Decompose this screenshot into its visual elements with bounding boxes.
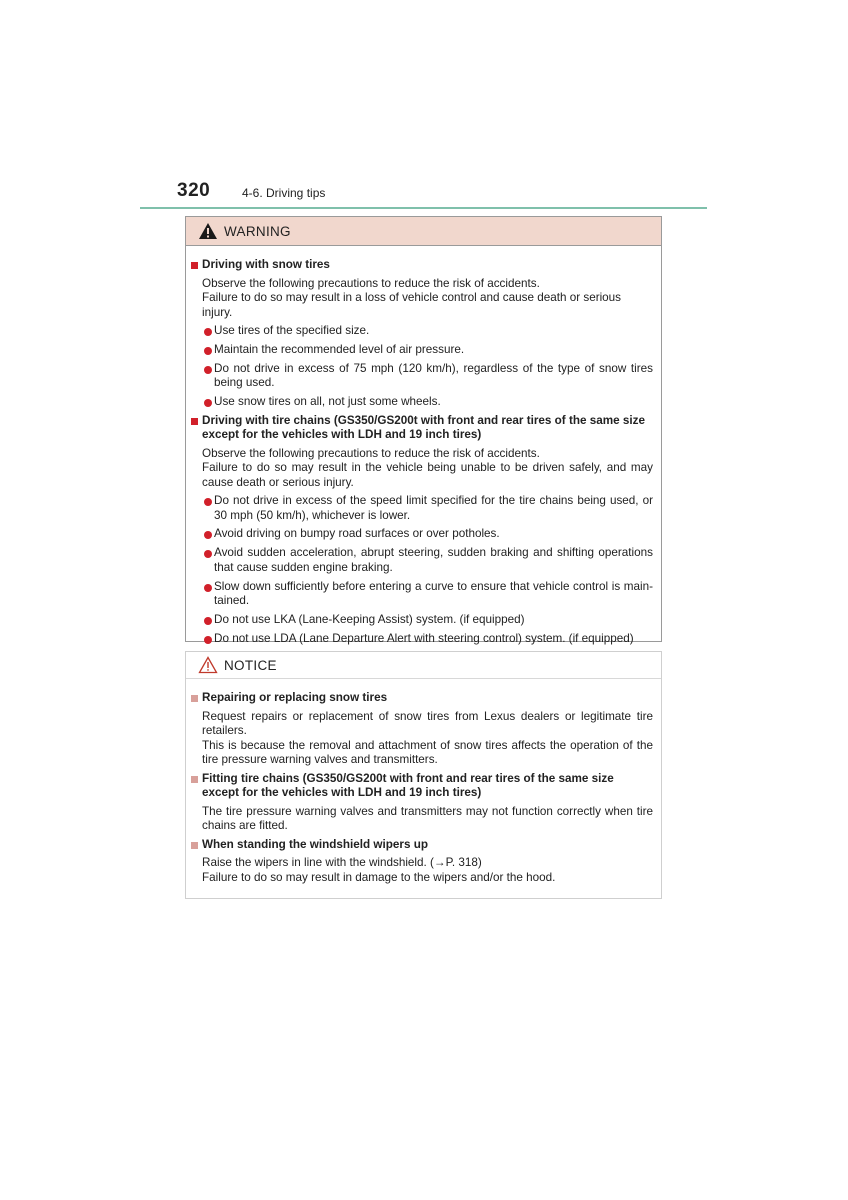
page-header	[177, 180, 707, 206]
warning-box	[185, 216, 662, 645]
bullet-dot-icon	[204, 636, 212, 644]
warning-header	[186, 217, 661, 246]
paragraph: The tire pressure warning valves and transmitters may not function correctly when tire chains are fitted.	[202, 804, 653, 832]
bullet-dot-icon	[204, 399, 212, 407]
heading-square-icon	[191, 262, 198, 269]
bullet-dot-icon	[204, 531, 212, 539]
warning-content	[186, 246, 661, 646]
bullet-item: Use snow tires on all, not just some wheels.	[190, 395, 653, 410]
heading-square-icon	[191, 842, 198, 849]
section-title: 4-6. Driving tips	[242, 186, 326, 200]
warning-title: WARNING	[224, 223, 291, 239]
paragraph: Observe the following precautions to reduce the risk of accidents.	[202, 446, 540, 460]
bullet-item: Avoid driving on bumpy road surfaces or over potholes.	[190, 527, 653, 542]
bullet-dot-icon	[204, 328, 212, 336]
notice-content	[186, 679, 661, 885]
bullet-dot-icon	[204, 366, 212, 374]
bullet-item: Do not use LDA (Lane Departure Alert with steering control) system. (if equipped)	[190, 632, 653, 647]
section-heading: Driving with snow tires	[190, 258, 653, 273]
notice-title: NOTICE	[224, 657, 277, 673]
heading-square-icon	[191, 776, 198, 783]
bullet-item: Slow down sufficiently before entering a curve to ensure that vehicle control is main-tained.	[190, 580, 653, 609]
bullet-dot-icon	[204, 584, 212, 592]
bullet-item: Do not use LKA (Lane-Keeping Assist) system. (if equipped)	[190, 613, 653, 628]
bullet-dot-icon	[204, 617, 212, 625]
page-number: 320	[177, 180, 211, 201]
paragraph: Request repairs or replacement of snow tires from Lexus dealers or legitimate tire retailers.	[202, 709, 653, 737]
heading-square-icon	[191, 695, 198, 702]
section-heading: Driving with tire chains (GS350/GS200t with front and rear tires of the same size except for the vehicles with LDH and 19 inch tires)	[190, 414, 653, 443]
heading-square-icon	[191, 418, 198, 425]
bullet-item: Maintain the recommended level of air pressure.	[190, 343, 653, 358]
paragraph: Failure to do so may result in a loss of vehicle control and cause death or serious injury.	[202, 291, 622, 319]
section-heading: Repairing or replacing snow tires	[190, 691, 653, 706]
bullet-item: Avoid sudden acceleration, abrupt steering, sudden braking and shifting operations that cause sudden engine braking.	[190, 546, 653, 575]
caution-triangle-icon	[198, 656, 218, 674]
notice-box	[185, 651, 662, 899]
paragraph: Raise the wipers in line with the windshield. (→P. 318)	[202, 856, 482, 869]
section-heading: When standing the windshield wipers up	[190, 838, 653, 853]
section-heading: Fitting tire chains (GS350/GS200t with front and rear tires of the same size except for the vehicles with LDH and 19 inch tires)	[190, 772, 653, 801]
notice-header	[186, 652, 661, 679]
paragraph: Failure to do so may result in the vehicle being unable to be driven safely, and may cause death or serious injury.	[202, 461, 653, 489]
bullet-dot-icon	[204, 498, 212, 506]
bullet-dot-icon	[204, 550, 212, 558]
paragraph: Observe the following precautions to reduce the risk of accidents.	[202, 276, 540, 290]
paragraph: Failure to do so may result in damage to the wipers and/or the hood.	[202, 870, 556, 884]
header-divider	[140, 207, 707, 209]
bullet-item: Do not drive in excess of the speed limit specified for the tire chains being used, or 30 mph (50 km/h), whichever is lower.	[190, 494, 653, 523]
paragraph: This is because the removal and attachment of snow tires affects the operation of the tire pressure warning valves and transmitters.	[202, 738, 653, 766]
bullet-item: Use tires of the specified size.	[190, 324, 653, 339]
bullet-item: Do not drive in excess of 75 mph (120 km/h), regardless of the type of snow tires being used.	[190, 362, 653, 391]
warning-triangle-icon	[198, 222, 218, 240]
bullet-dot-icon	[204, 347, 212, 355]
